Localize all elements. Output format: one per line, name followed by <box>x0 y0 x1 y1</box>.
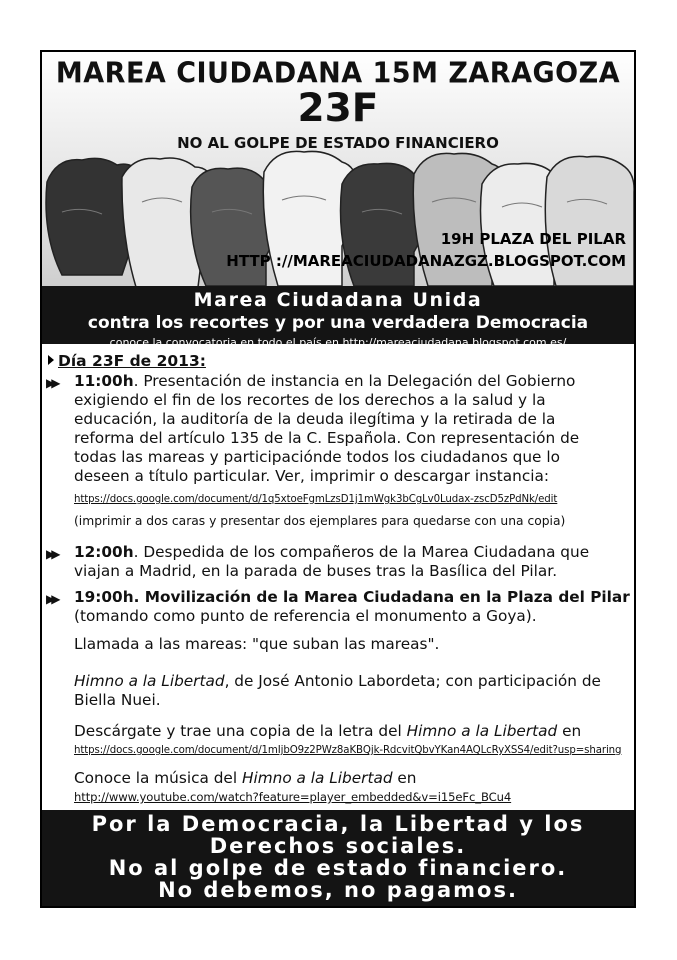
header-bar <box>42 286 634 349</box>
item-1200 <box>74 543 636 581</box>
item-1200-line: . Despedida de los compañeros de la Marea Ciudadana que <box>133 543 590 561</box>
item-1100-line: exigiendo el fin de los recortes de los derechos a la salud y la <box>74 391 546 409</box>
himno-title: Himno a la Libertad <box>74 672 225 690</box>
item-1200-time: 12:00h <box>74 543 134 561</box>
instancia-note: (imprimir a dos caras y presentar dos ejemplares para quedarse con una copia) <box>74 514 566 528</box>
youtube-link[interactable]: http://www.youtube.com/watch?feature=player_embedded&v=i15eFc_BCu4 <box>74 790 512 804</box>
footer-line-1: Por la Democracia, la Libertad y los <box>91 812 585 836</box>
item-1100-line: . Presentación de instancia en la Delegación del Gobierno <box>133 372 576 390</box>
llamada-text: Llamada a las mareas: "que suban las mareas". <box>74 635 440 653</box>
header-line-1: Marea Ciudadana Unida <box>193 289 483 311</box>
header-line-3-text: conoce la convocatoria en todo el país en <box>109 336 343 349</box>
header-line-2: contra los recortes y por una verdadera Democracia <box>87 313 589 333</box>
music-paragraph <box>74 769 636 807</box>
convocatoria-link[interactable]: http://mareaciudadana.blogspot.com.es/ <box>342 336 567 349</box>
item-1100 <box>74 372 636 531</box>
letra-link[interactable]: https://docs.google.com/document/d/1mIjbO9z2PWz8aKBQjk-RdcvitQbvYKan4AQLcRyXSS4/edit?usp=sharing <box>74 745 622 756</box>
download-paragraph <box>74 722 636 760</box>
footer-line-4: No debemos, no pagamos. <box>158 878 518 902</box>
banner-slogan: NO AL GOLPE DE ESTADO FINANCIERO <box>177 134 499 152</box>
instancia-link[interactable]: https://docs.google.com/document/d/1q5xtoeFgmLzsD1j1mWgk3bCgLv0Ludax-zscD5zPdNk/edit <box>74 494 558 505</box>
himno-line-2: Biella Nuei. <box>74 691 161 709</box>
music-himno-title: Himno a la Libertad <box>241 769 393 787</box>
item-1200-line: viajan a Madrid, en la parada de buses tras la Basílica del Pilar. <box>74 562 558 580</box>
banner-image <box>42 52 634 286</box>
footer-bar <box>42 810 634 906</box>
double-arrow-icon: ▶▶ <box>46 376 57 390</box>
item-1900 <box>74 588 636 626</box>
section-heading-text: Día 23F de 2013: <box>58 352 206 370</box>
download-post: en <box>557 722 582 740</box>
double-arrow-icon: ▶▶ <box>46 547 57 561</box>
item-1900-heading: 19:00h. Movilización de la Marea Ciudadana en la Plaza del Pilar <box>74 588 630 606</box>
himno-paragraph <box>74 672 636 710</box>
footer-line-2: Derechos sociales. <box>209 834 467 858</box>
item-1900-line: (tomando como punto de referencia el monumento a Goya). <box>74 607 537 625</box>
item-1100-line: reforma del artículo 135 de la C. Española. Con representación de <box>74 429 580 447</box>
music-pre: Conoce la música del <box>74 769 242 787</box>
item-1100-time: 11:00h <box>74 372 134 390</box>
download-himno-title: Himno a la Libertad <box>406 722 558 740</box>
item-1100-line: educación, la auditoría de la deuda ilegítima y la retirada de la <box>74 410 556 428</box>
flyer <box>40 50 636 908</box>
double-arrow-icon: ▶▶ <box>46 592 57 606</box>
section-heading <box>48 352 206 371</box>
himno-line-1: , de José Antonio Labordeta; con participación de <box>224 672 601 690</box>
banner-web: HTTP ://MAREACIUDADANAZGZ.BLOGSPOT.COM <box>226 252 626 270</box>
music-post: en <box>392 769 417 787</box>
banner-title: MAREA CIUDADANA 15M ZARAGOZA <box>55 57 621 90</box>
footer-line-3: No al golpe de estado financiero. <box>108 856 568 880</box>
triangle-bullet-icon <box>48 355 54 365</box>
banner-date: 23F <box>297 86 379 131</box>
banner-place: 19H PLAZA DEL PILAR <box>440 230 626 248</box>
item-1100-line: deseen a título particular. Ver, imprimir o descargar instancia: <box>74 467 550 485</box>
download-pre: Descárgate y trae una copia de la letra del <box>74 722 407 740</box>
item-1100-line: todas las mareas y participaciónde todos los ciudadanos que lo <box>74 448 560 466</box>
header-line-3 <box>42 336 634 349</box>
